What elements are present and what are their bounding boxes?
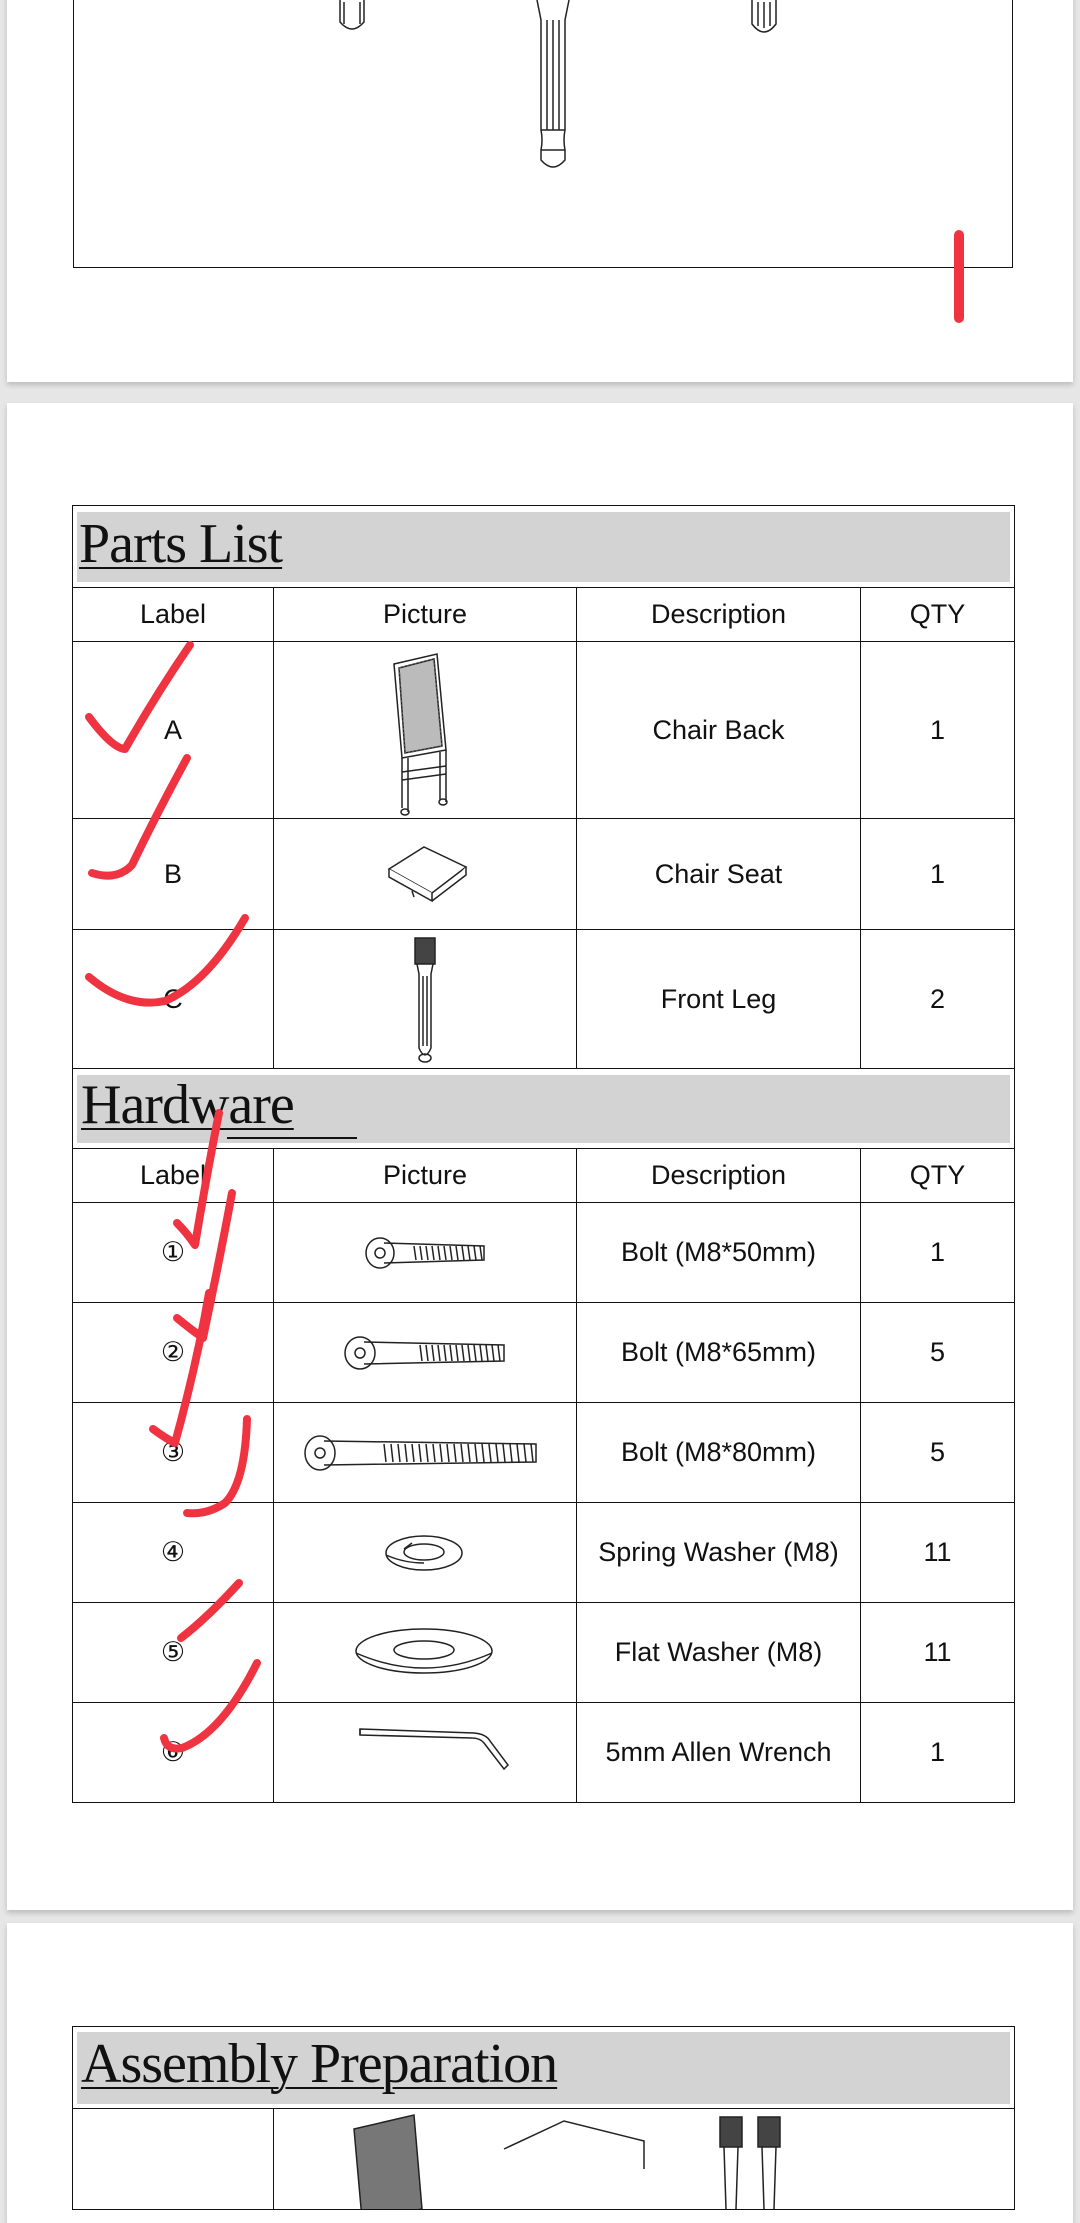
- bolt-50-picture: [274, 1203, 577, 1303]
- hardware-label: ③: [73, 1403, 274, 1503]
- bolt-icon: [274, 1303, 577, 1402]
- assembly-parts-icon: [274, 2109, 1015, 2209]
- hardware-qty: 5: [861, 1403, 1015, 1503]
- assembly-preparation-table: [72, 2026, 1015, 2210]
- leg-illustrations: [7, 0, 1073, 280]
- hardware-description: Bolt (M8*80mm): [577, 1403, 861, 1503]
- hardware-header-row: [73, 1149, 1015, 1203]
- part-qty: 1: [861, 819, 1015, 930]
- bolt-icon: [274, 1203, 577, 1302]
- page-3: [7, 1923, 1073, 2223]
- table-row: [73, 1503, 1015, 1603]
- parts-list-header-row: [73, 588, 1015, 642]
- bolt-80-picture: [274, 1403, 577, 1503]
- hardware-description: Bolt (M8*65mm): [577, 1303, 861, 1403]
- header-description: Description: [577, 1149, 861, 1203]
- parts-list-title: Parts List: [79, 512, 283, 575]
- header-qty: QTY: [861, 1149, 1015, 1203]
- allen-wrench-picture: [274, 1703, 577, 1803]
- parts-list-table: [72, 505, 1015, 1803]
- hardware-label: ⑤: [73, 1603, 274, 1703]
- hardware-label: ④: [73, 1503, 274, 1603]
- flat-washer-icon: [274, 1603, 577, 1702]
- hardware-title: Hardware: [81, 1073, 294, 1136]
- bolt-65-picture: [274, 1303, 577, 1403]
- header-picture: Picture: [274, 588, 577, 642]
- table-row: [73, 1703, 1015, 1803]
- hardware-qty: 11: [861, 1503, 1015, 1603]
- hardware-qty: 11: [861, 1603, 1015, 1703]
- assembly-banner: [77, 2032, 1010, 2104]
- hardware-label: ①: [73, 1203, 274, 1303]
- page-1: [7, 0, 1073, 382]
- front-leg-icon: [274, 930, 577, 1068]
- table-row: [73, 1303, 1015, 1403]
- header-qty: QTY: [861, 588, 1015, 642]
- allen-wrench-icon: [274, 1703, 577, 1802]
- assembly-title: Assembly Preparation: [81, 2032, 558, 2095]
- hardware-description: Spring Washer (M8): [577, 1503, 861, 1603]
- part-label: A: [73, 642, 274, 819]
- part-label: B: [73, 819, 274, 930]
- hardware-banner: [77, 1075, 1010, 1143]
- hardware-qty: 5: [861, 1303, 1015, 1403]
- front-leg-picture: [274, 930, 577, 1069]
- header-label: Label: [73, 588, 274, 642]
- hardware-description: Flat Washer (M8): [577, 1603, 861, 1703]
- chair-back-picture: [274, 642, 577, 819]
- part-description: Front Leg: [577, 930, 861, 1069]
- spring-washer-icon: [274, 1503, 577, 1602]
- part-qty: 2: [861, 930, 1015, 1069]
- chair-seat-picture: [274, 819, 577, 930]
- hardware-description: 5mm Allen Wrench: [577, 1703, 861, 1803]
- header-description: Description: [577, 588, 861, 642]
- table-row: [73, 1403, 1015, 1503]
- red-mark-line: [949, 230, 969, 330]
- header-label: Label: [73, 1149, 274, 1203]
- spring-washer-picture: [274, 1503, 577, 1603]
- flat-washer-picture: [274, 1603, 577, 1703]
- chair-back-icon: [274, 642, 577, 818]
- assembly-label-cell: [73, 2109, 274, 2210]
- table-row: [73, 930, 1015, 1069]
- part-description: Chair Seat: [577, 819, 861, 930]
- hardware-qty: 1: [861, 1703, 1015, 1803]
- parts-list-banner: [77, 512, 1010, 582]
- table-row: [73, 819, 1015, 930]
- assembly-picture-cell: [274, 2109, 1015, 2210]
- part-description: Chair Back: [577, 642, 861, 819]
- part-label: C: [73, 930, 274, 1069]
- hardware-description: Bolt (M8*50mm): [577, 1203, 861, 1303]
- hardware-label: ②: [73, 1303, 274, 1403]
- header-picture: Picture: [274, 1149, 577, 1203]
- part-qty: 1: [861, 642, 1015, 819]
- table-row: [73, 642, 1015, 819]
- chair-seat-icon: [274, 819, 577, 929]
- table-row: [73, 1203, 1015, 1303]
- hardware-qty: 1: [861, 1203, 1015, 1303]
- table-row: [73, 1603, 1015, 1703]
- hardware-label: ⑥: [73, 1703, 274, 1803]
- bolt-icon: [274, 1403, 577, 1502]
- hardware-title-underline: [227, 1137, 357, 1139]
- page-2: [7, 403, 1073, 1910]
